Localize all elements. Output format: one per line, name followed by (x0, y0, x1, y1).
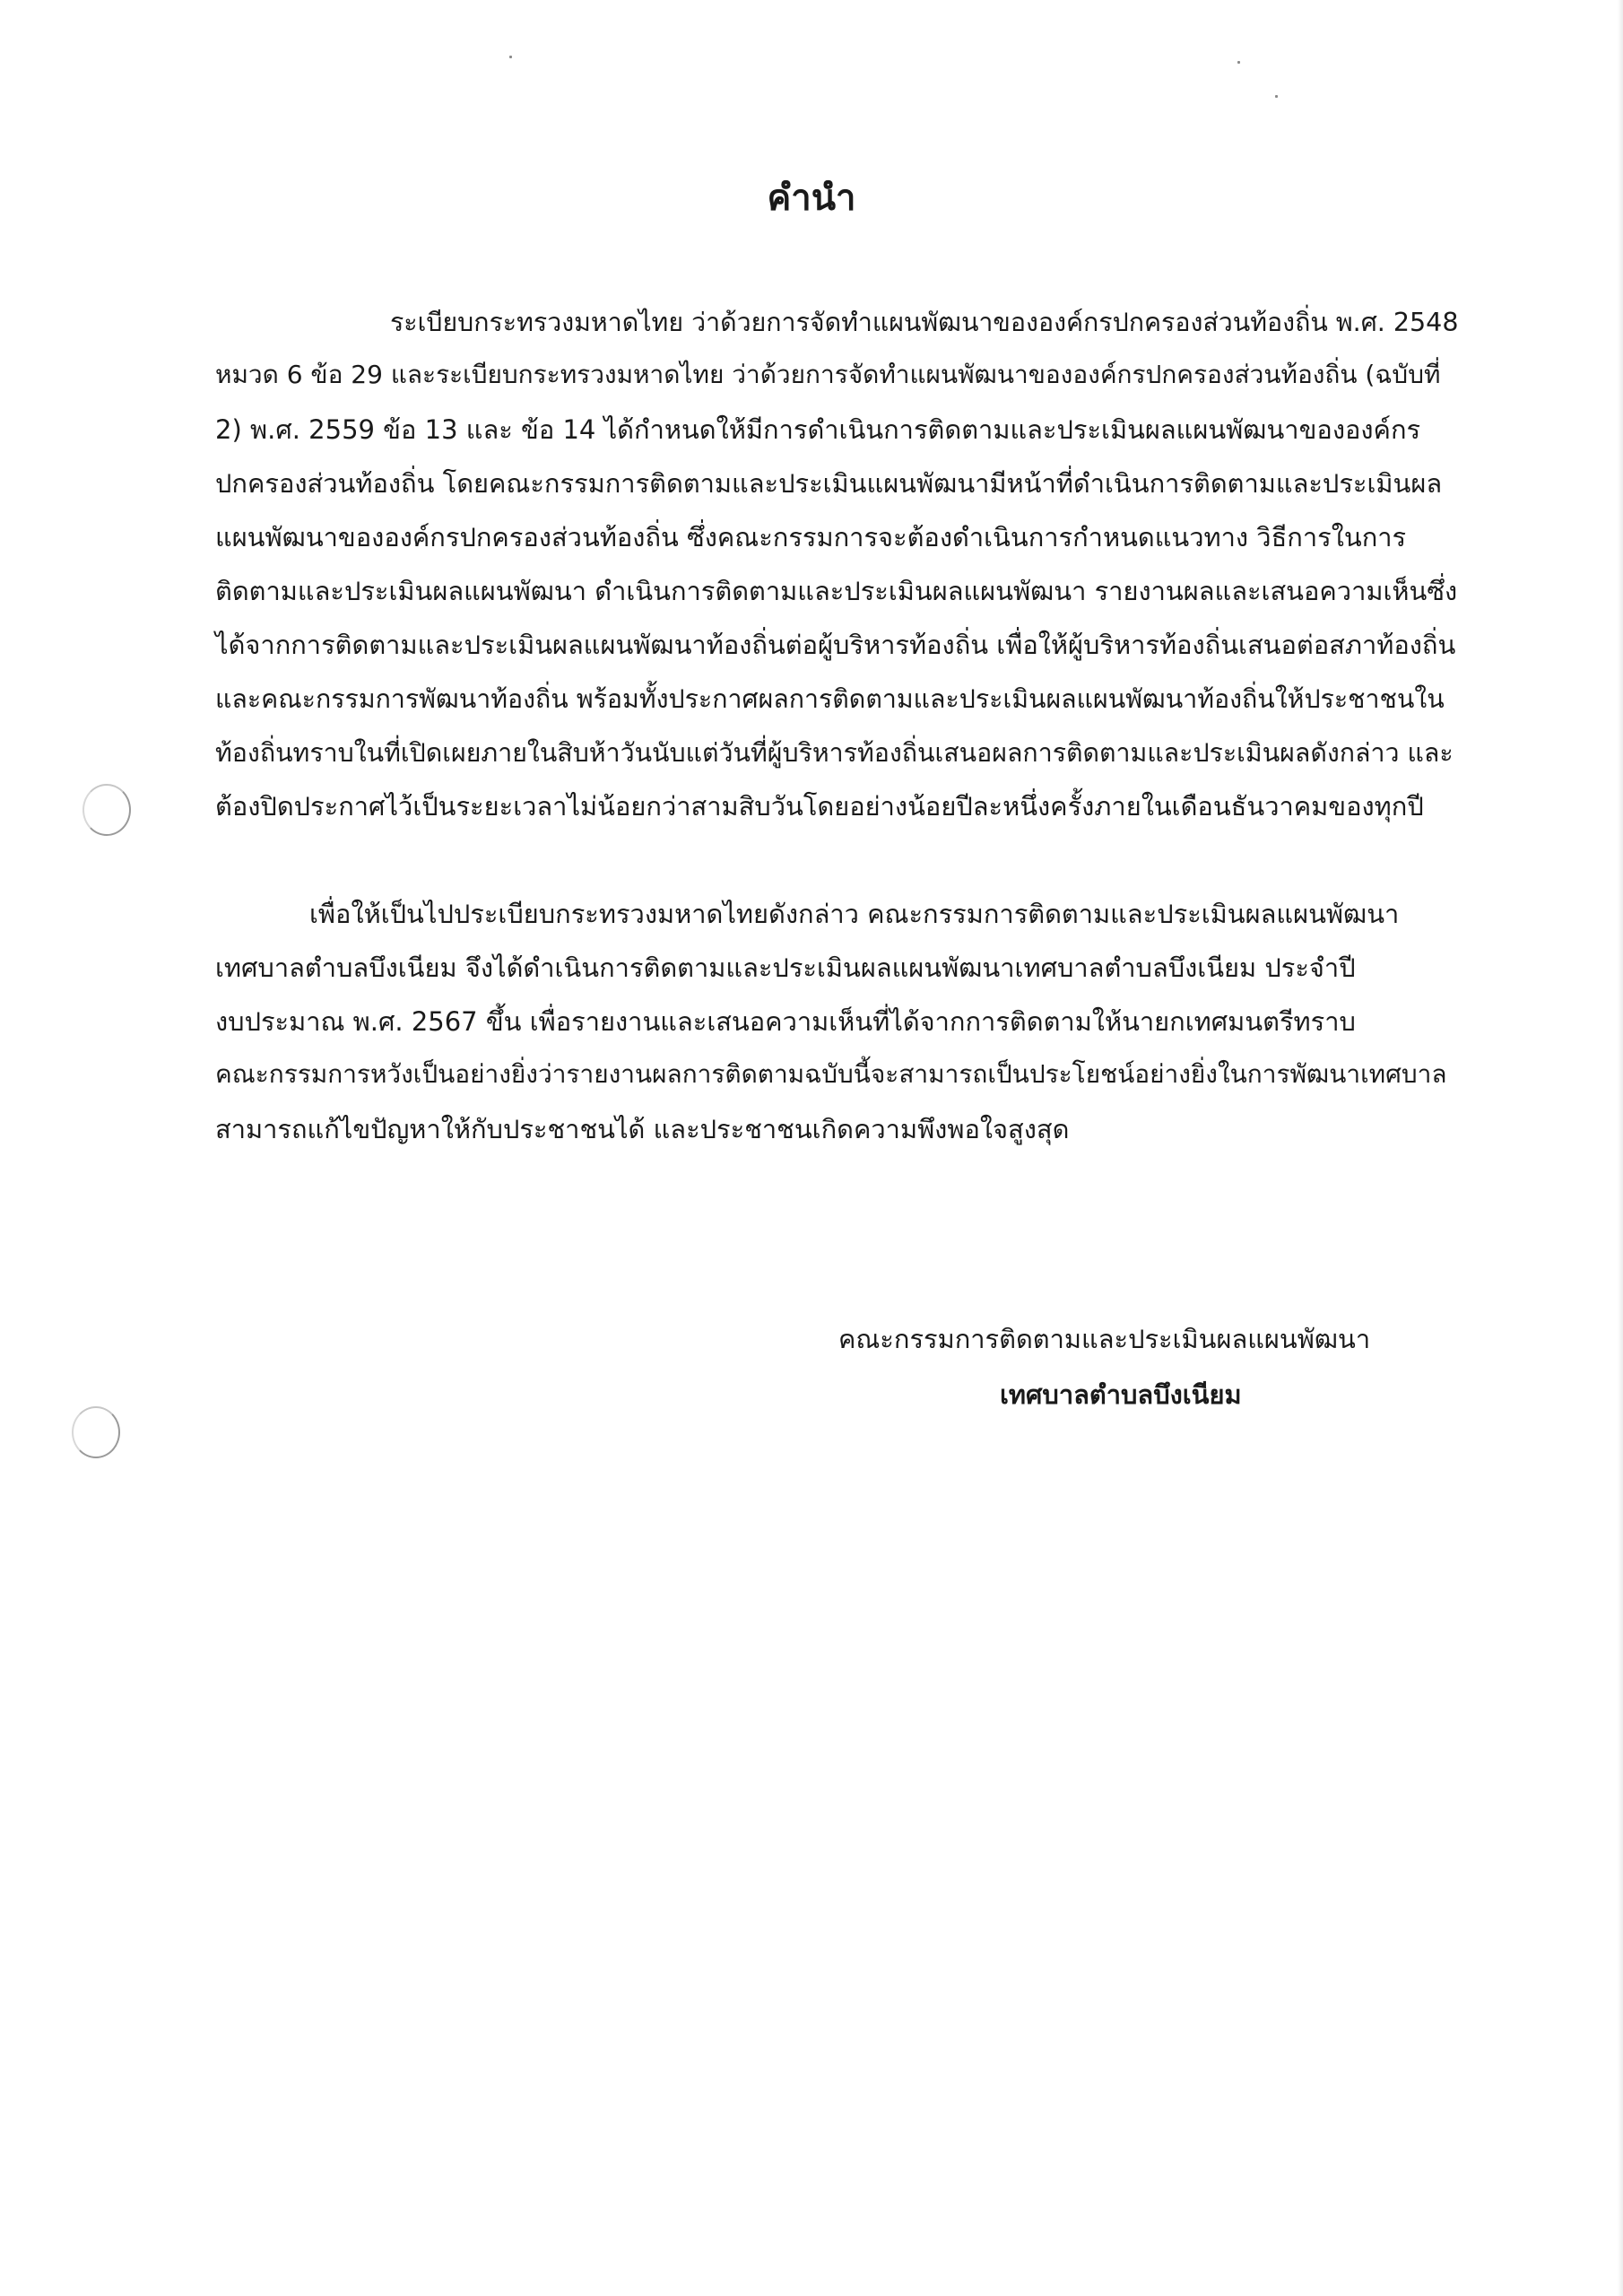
paragraph1-line-10: ต้องปิดประกาศไว้เป็นระยะเวลาไม่น้อยกว่าสามสิบวันโดยอย่างน้อยปีละหนึ่งครั้งภายในเดือนธันวาคมของทุกปี (215, 791, 1424, 822)
paragraph1-line-3: 2) พ.ศ. 2559 ข้อ 13 และ ข้อ 14 ได้กำหนดให้มีการดำเนินการติดตามและประเมินผลแผนพัฒนาขององค์กร (215, 414, 1421, 445)
paragraph2-line-3: งบประมาณ พ.ศ. 2567 ขึ้น เพื่อรายงานและเสนอความเห็นที่ได้จากการติดตามให้นายกเทศมนตรีทราบ (215, 1006, 1356, 1037)
paragraph1-line-2: หมวด 6 ข้อ 29 และระเบียบกระทรวงมหาดไทย ว่าด้วยการจัดทำแผนพัฒนาขององค์กรปกครองส่วนท้องถิ่น (ฉบับที่ (215, 360, 1441, 389)
paragraph1-line-7: ได้จากการติดตามและประเมินผลแผนพัฒนาท้องถิ่นต่อผู้บริหารท้องถิ่น เพื่อให้ผู้บริหารท้องถิ่นเสนอต่อสภาท้องถิ่น (215, 630, 1456, 660)
page-edge-shadow (1618, 0, 1623, 2296)
paragraph1-line-5: แผนพัฒนาขององค์กรปกครองส่วนท้องถิ่น ซึ่งคณะกรรมการจะต้องดำเนินการกำหนดแนวทาง วิธีการในการ (215, 522, 1407, 552)
signature-committee: คณะกรรมการติดตามและประเมินผลแผนพัฒนา (838, 1324, 1371, 1354)
paragraph2-line-5: สามารถแก้ไขปัญหาให้กับประชาชนได้ และประชาชนเกิดความพึงพอใจสูงสุด (215, 1114, 1070, 1144)
scan-speck (1237, 61, 1240, 64)
paragraph1-line-1: ระเบียบกระทรวงมหาดไทย ว่าด้วยการจัดทำแผนพัฒนาขององค์กรปกครองส่วนท้องถิ่น พ.ศ. 2548 (390, 308, 1459, 337)
scan-speck (1275, 95, 1278, 98)
paragraph1-line-6: ติดตามและประเมินผลแผนพัฒนา ดำเนินการติดตามและประเมินผลแผนพัฒนา รายงานผลและเสนอความเห็นซึ่ง (215, 576, 1458, 606)
signature-organization: เทศบาลตำบลบึงเนียม (1000, 1379, 1242, 1410)
paragraph1-line-9: ท้องถิ่นทราบในที่เปิดเผยภายในสิบห้าวันนับแต่วันที่ผู้บริหารท้องถิ่นเสนอผลการติดตามและประเมินผลดังกล่าว และ (215, 738, 1454, 768)
punch-hole-top (82, 784, 131, 836)
scan-speck (509, 56, 512, 58)
document-title: คำนำ (767, 178, 856, 219)
punch-hole-bottom (72, 1406, 120, 1458)
paragraph2-line-2: เทศบาลตำบลบึงเนียม จึงได้ดำเนินการติดตามและประเมินผลแผนพัฒนาเทศบาลตำบลบึงเนียม ประจำปี (215, 952, 1356, 983)
paragraph1-line-4: ปกครองส่วนท้องถิ่น โดยคณะกรรมการติดตามและประเมินแผนพัฒนามีหน้าที่ดำเนินการติดตามและประเมินผล (215, 468, 1443, 499)
paragraph2-line-4: คณะกรรมการหวังเป็นอย่างยิ่งว่ารายงานผลการติดตามฉบับนี้จะสามารถเป็นประโยชน์อย่างยิ่งในการพัฒนาเทศบาล (215, 1059, 1447, 1089)
paragraph2-line-1: เพื่อให้เป็นไปประเบียบกระทรวงมหาดไทยดังกล่าว คณะกรรมการติดตามและประเมินผลแผนพัฒนา (309, 899, 1400, 929)
paragraph1-line-8: และคณะกรรมการพัฒนาท้องถิ่น พร้อมทั้งประกาศผลการติดตามและประเมินผลแผนพัฒนาท้องถิ่นให้ประชาชนใน (215, 684, 1445, 714)
